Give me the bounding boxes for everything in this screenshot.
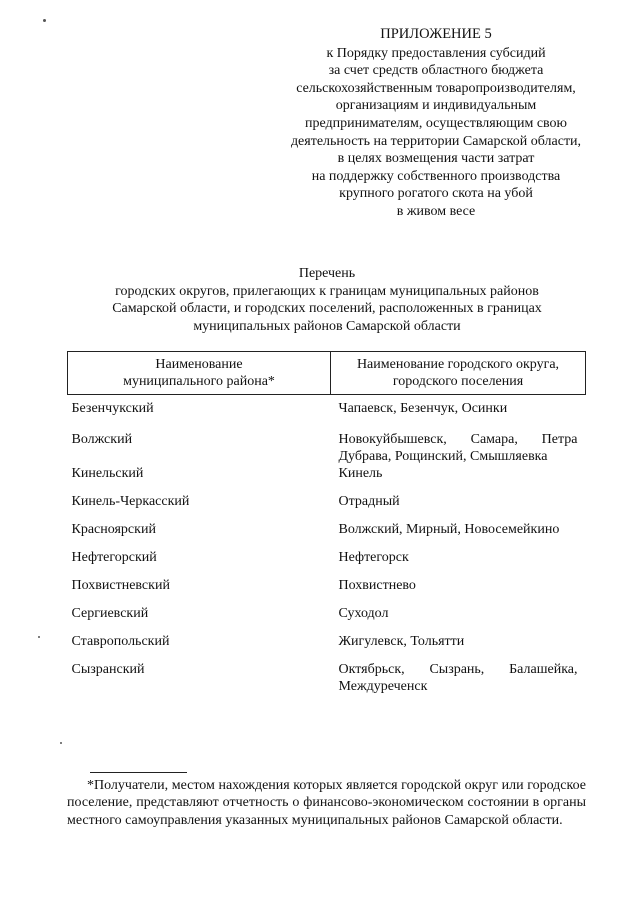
settlements-cell: Суходол [338,606,389,621]
appendix-line: к Порядку предоставления субсидий [326,45,546,61]
appendix-heading: ПРИЛОЖЕНИЕ 5 [380,26,492,42]
table-row [68,605,586,633]
district-cell: Нефтегорский [71,550,157,565]
table-row [68,428,586,465]
table-row [68,633,586,661]
settlements-cell: Новокуйбышевск, Самара, Петра Дубрава, Рощинский, Смышляевка [338,432,578,464]
table-row [68,577,586,605]
column-header-settlement [331,352,586,395]
column-header-line: городского поселения [392,374,524,389]
settlements-cell: Волжский, Мирный, Новосемейкино [338,522,560,537]
table-row [68,549,586,577]
appendix-line: сельскохозяйственным товаропроизводителям, [296,80,576,96]
district-cell: Сергиевский [71,606,149,621]
appendix-line: деятельность на территории Самарской области, [290,133,582,149]
appendix-subtitle [270,45,602,221]
municipalities-table [67,351,586,695]
footnote [67,777,586,829]
district-cell: Сызранский [71,662,145,677]
list-subtitle-line: муниципальных районов Самарской области [193,318,461,334]
settlements-cell: Отрадный [338,494,400,509]
appendix-line: организациям и индивидуальным [335,98,537,114]
list-title [60,265,594,335]
list-heading: Перечень [298,266,356,281]
table-row [68,465,586,493]
table-row [68,661,586,695]
district-cell: Безенчукский [71,401,154,416]
appendix-line: в целях возмещения части затрат [337,151,535,167]
scan-speck [60,742,62,744]
table-header-row [68,352,586,395]
settlements-cell: Похвистнево [338,578,416,593]
column-header-line: Наименование [155,357,243,372]
appendix-line: предпринимателям, осуществляющим свою [304,115,568,131]
column-header-line: муниципального района* [123,374,275,389]
settlements-cell: Жигулевск, Тольятти [338,634,465,649]
table-row [68,493,586,521]
footnote-text: *Получатели, местом нахождения которых является городской округ или городское поселение, представляют отчетность о финансово-экономическом состоянии в органы местного самоуправления указанных муниципальных районов Самарской области. [67,778,586,828]
settlements-cell: Октябрьск, Сызрань, Балашейка, Междуреченск [338,662,578,694]
appendix-line: крупного рогатого скота на убой [339,186,533,202]
list-subtitle-line: Самарской области, и городских поселений, расположенных в границах [112,301,542,317]
column-header-district [68,352,331,395]
appendix-line: за счет средств областного бюджета [328,63,544,79]
appendix-line: в живом весе [396,203,476,219]
settlements-cell: Нефтегорск [338,550,409,565]
list-subtitle [60,283,594,336]
table-row [68,395,586,429]
settlements-cell: Чапаевск, Безенчук, Осинки [338,401,508,416]
settlements-cell: Кинель [338,466,383,481]
column-header-line: Наименование городского округа, [356,357,560,372]
district-cell: Красноярский [71,522,156,537]
district-cell: Кинельский [71,466,144,481]
appendix-header [270,26,602,221]
footnote-separator [90,772,187,773]
scan-speck [38,636,40,638]
district-cell: Ставропольский [71,634,170,649]
list-subtitle-line: городских округов, прилегающих к границам муниципальных районов [115,283,539,299]
scan-speck [43,19,46,22]
appendix-line: на поддержку собственного производства [311,168,561,184]
district-cell: Похвистневский [71,578,170,593]
district-cell: Кинель-Черкасский [71,494,190,509]
district-cell: Волжский [71,432,133,447]
table-row [68,521,586,549]
